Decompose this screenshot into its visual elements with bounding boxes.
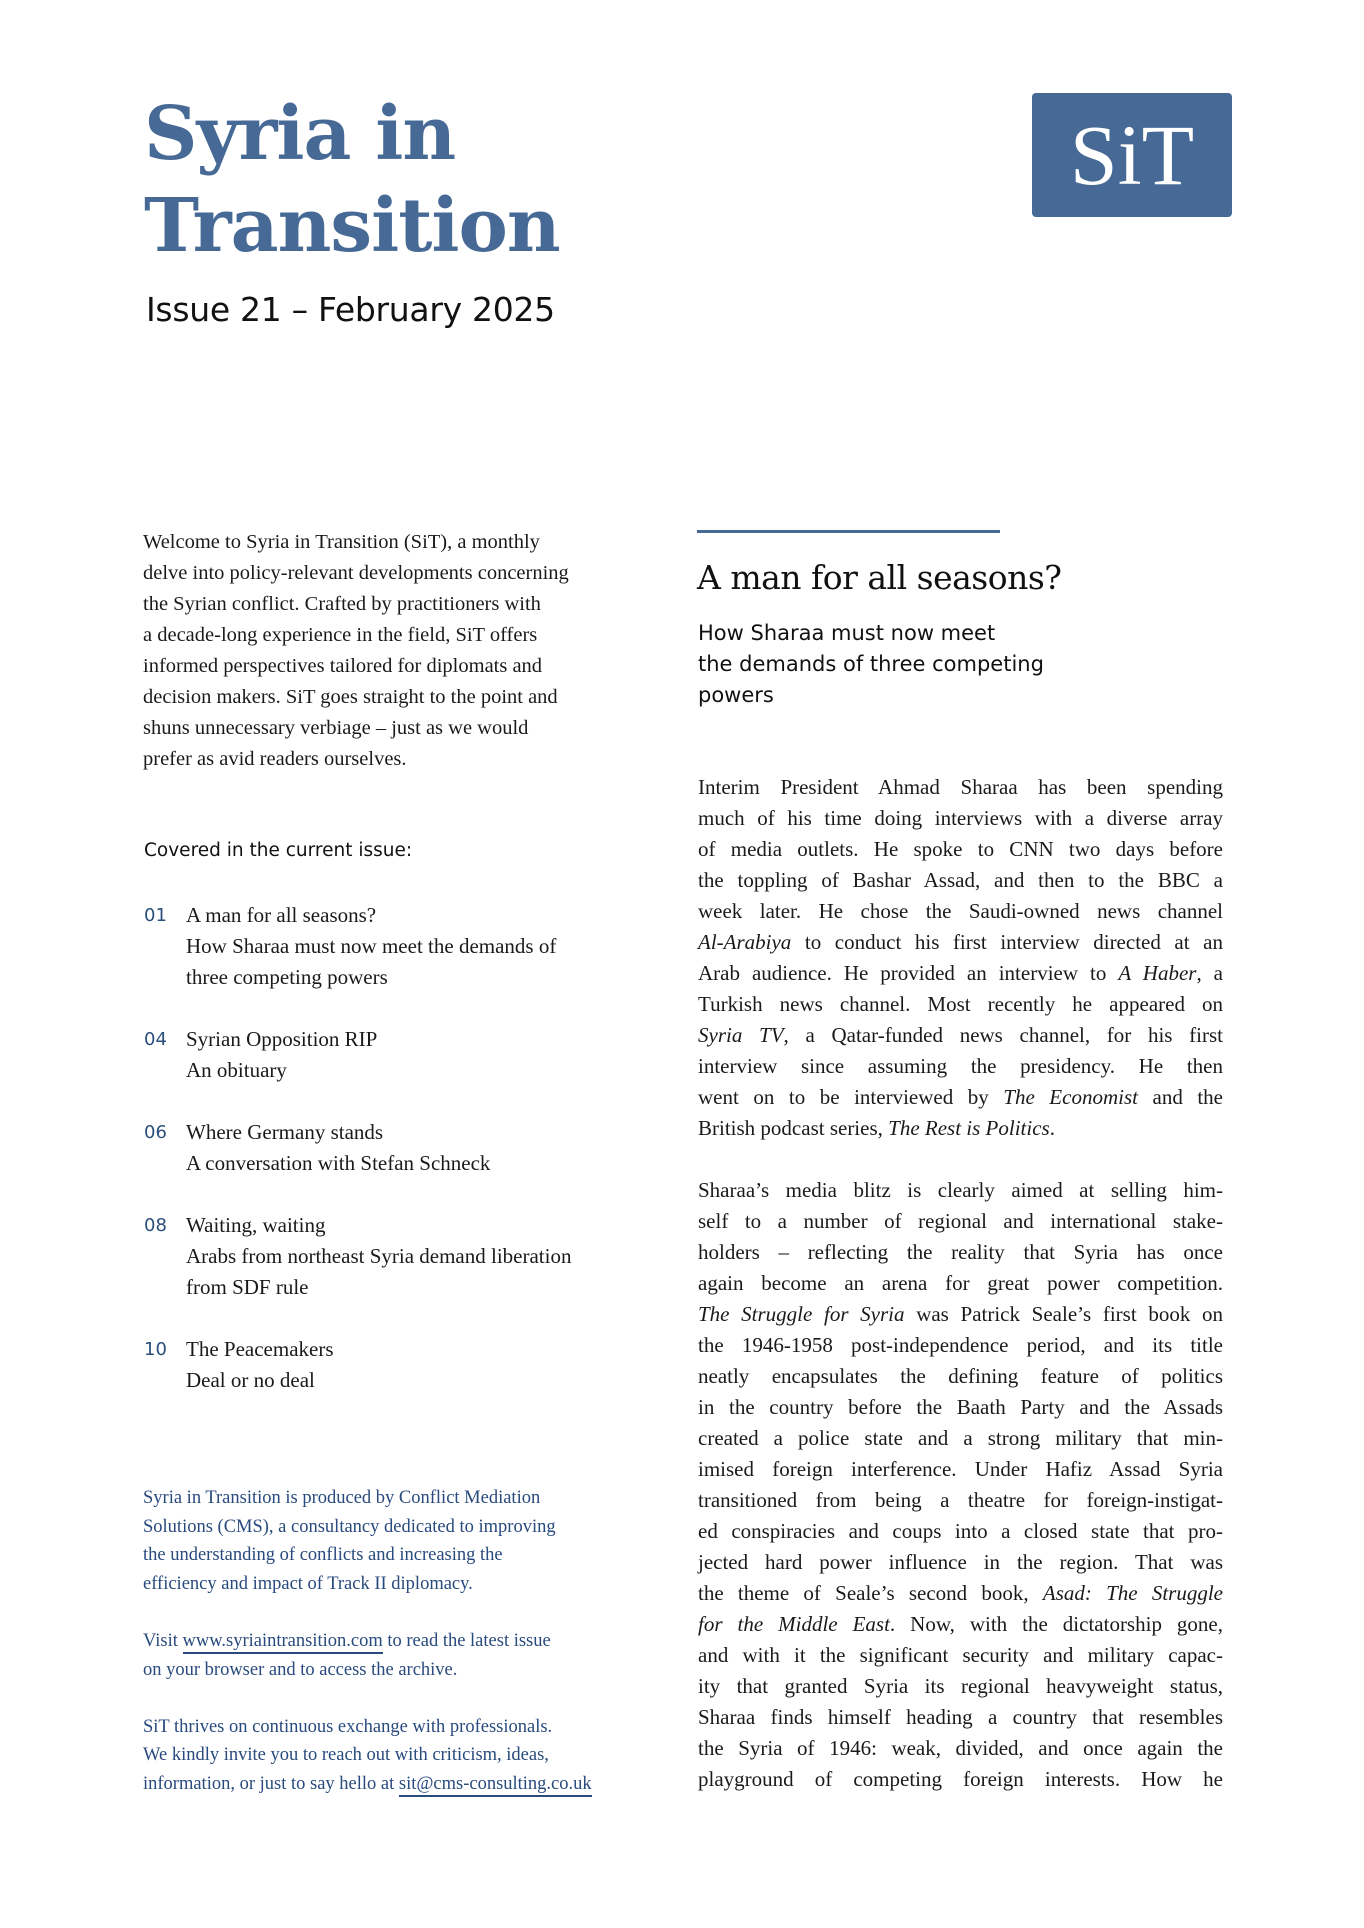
contact-paragraph [143, 1713, 703, 1799]
toc-title: A man for all seasons? [186, 903, 377, 927]
toc-subtitle [144, 1055, 684, 1086]
article-line: the Syria of 1946: weak, divided, and once again the [698, 1736, 1223, 1760]
article-line: again become an arena for great power competition. [698, 1271, 1223, 1295]
contents-label: Covered in the current issue: [144, 840, 413, 861]
intro-line: Welcome to Syria in Transition (SiT), a monthly [143, 531, 540, 553]
visit-prefix: Visit [143, 1630, 183, 1651]
visit-line-1 [143, 1627, 703, 1656]
article-line: Syria TV, a Qatar-funded news channel, for his first [698, 1023, 1223, 1047]
contact-prefix: information, or just to say hello at [143, 1773, 399, 1794]
article-line: and with it the significant security and military capac- [698, 1643, 1223, 1667]
toc-subtitle [144, 931, 684, 993]
article-line: the toppling of Bashar Assad, and then to the BBC a [698, 868, 1223, 892]
article-line: holders – reflecting the reality that Syria has once [698, 1240, 1223, 1264]
article-line: interview since assuming the presidency. He then [698, 1054, 1223, 1078]
email-link[interactable]: sit@cms-consulting.co.uk [399, 1774, 592, 1797]
article-line: self to a number of regional and international stake- [698, 1209, 1223, 1233]
article-line: The Struggle for Syria was Patrick Seale’s first book on [698, 1302, 1223, 1326]
article-line: Sharaa finds himself heading a country that resembles [698, 1705, 1223, 1729]
article-line: created a police state and a strong military that min- [698, 1426, 1223, 1450]
article-subtitle [698, 618, 1044, 711]
article-line: Arab audience. He provided an interview to A Haber, a [698, 961, 1223, 985]
article-line: imised foreign interference. Under Hafiz Assad Syria [698, 1457, 1223, 1481]
intro-paragraph [143, 527, 673, 775]
about-line: the understanding of conflicts and increasing the [143, 1545, 503, 1566]
toc-title: Syrian Opposition RIP [186, 1027, 378, 1051]
intro-line: decision makers. SiT goes straight to the point and [143, 686, 558, 708]
visit-paragraph [143, 1627, 703, 1684]
article-line: in the country before the Baath Party and the Assads [698, 1395, 1223, 1419]
intro-line: prefer as avid readers ourselves. [143, 748, 407, 770]
paragraph-spacer [698, 1144, 1223, 1175]
toc-item[interactable] [144, 900, 684, 993]
article-line: went on to be interviewed by The Economist and the [698, 1085, 1224, 1109]
article-line: the 1946-1958 post-independence period, and its title [698, 1333, 1223, 1357]
contact-line-3 [143, 1770, 703, 1799]
website-link[interactable]: www.syriaintransition.com [183, 1631, 383, 1654]
about-paragraph [143, 1484, 703, 1598]
toc-page-number: 08 [144, 1215, 167, 1236]
article-line: week later. He chose the Saudi-owned news channel [698, 899, 1223, 923]
toc-title: The Peacemakers [186, 1337, 334, 1361]
about-line: Syria in Transition is produced by Conflict Mediation [143, 1488, 541, 1508]
about-line: Solutions (CMS), a consultancy dedicated to improving [143, 1516, 556, 1537]
article-title: A man for all seasons? [697, 558, 1062, 597]
toc-subtitle [144, 1148, 684, 1179]
toc-page-number: 01 [144, 905, 167, 926]
toc-subtitle-line: Arabs from northeast Syria demand liberation [186, 1244, 572, 1268]
table-of-contents [144, 900, 684, 1427]
about-line: efficiency and impact of Track II diplomacy. [143, 1573, 473, 1594]
intro-line: the Syrian conflict. Crafted by practitioners with [143, 593, 541, 615]
toc-item[interactable] [144, 1334, 684, 1396]
intro-line: delve into policy-relevant developments concerning [143, 562, 569, 584]
toc-page-number: 10 [144, 1339, 167, 1360]
toc-subtitle-line: A conversation with Stefan Schneck [186, 1151, 491, 1175]
publication-title-line-1: Syria in [144, 91, 456, 177]
article-line: transitioned from being a theatre for foreign-instigat- [698, 1488, 1223, 1512]
toc-item[interactable] [144, 1210, 684, 1303]
contact-line-2: We kindly invite you to reach out with criticism, ideas, [143, 1745, 549, 1766]
article-paragraph [698, 772, 1223, 1144]
article-line: playground of competing foreign interests. How he [698, 1767, 1223, 1791]
toc-subtitle-line: How Sharaa must now meet the demands of [186, 934, 557, 958]
issue-date: Issue 21 – February 2025 [146, 290, 555, 329]
intro-line: shuns unnecessary verbiage – just as we would [143, 717, 529, 739]
article-line: ed conspiracies and coups into a closed state that pro- [698, 1519, 1223, 1543]
article-paragraph [698, 1175, 1223, 1795]
intro-line: informed perspectives tailored for diplomats and [143, 655, 543, 677]
visit-line-2: on your browser and to access the archive. [143, 1659, 458, 1680]
visit-suffix: to read the latest issue [382, 1630, 551, 1651]
article-subtitle-line: How Sharaa must now meet [698, 621, 996, 645]
toc-subtitle [144, 1365, 684, 1396]
publication-title [144, 88, 560, 272]
article-line: jected hard power influence in the region. That was [698, 1550, 1223, 1574]
toc-subtitle-line: three competing powers [186, 965, 388, 989]
article-line: Al-Arabiya to conduct his first interview directed at an [698, 930, 1223, 954]
article-line: for the Middle East. Now, with the dictatorship gone, [698, 1612, 1223, 1636]
article-line: Turkish news channel. Most recently he appeared on [698, 992, 1223, 1016]
toc-subtitle [144, 1241, 684, 1303]
article-subtitle-line: the demands of three competing [698, 652, 1044, 676]
article-line: Sharaa’s media blitz is clearly aimed at selling him- [698, 1178, 1223, 1202]
article-line: ity that granted Syria its regional heavyweight status, [698, 1674, 1223, 1698]
sit-logo-text: SiT [1069, 107, 1195, 203]
article-line: of media outlets. He spoke to CNN two days before [698, 837, 1223, 861]
publication-title-line-2: Transition [144, 183, 560, 269]
toc-subtitle-line: Deal or no deal [186, 1368, 315, 1392]
toc-title: Waiting, waiting [186, 1213, 326, 1237]
article-line: British podcast series, The Rest is Politics. [698, 1116, 1055, 1140]
about-section [143, 1484, 703, 1827]
article-divider [697, 530, 1000, 533]
toc-page-number: 04 [144, 1029, 167, 1050]
article-line: neatly encapsulates the defining feature of politics [698, 1364, 1223, 1388]
toc-subtitle-line: An obituary [186, 1058, 287, 1082]
article-subtitle-line: powers [698, 683, 774, 707]
toc-item[interactable] [144, 1117, 684, 1179]
article-body [698, 772, 1223, 1795]
article-line: the theme of Seale’s second book, Asad: The Struggle [698, 1581, 1224, 1605]
article-line: Interim President Ahmad Sharaa has been spending [698, 775, 1223, 799]
toc-title: Where Germany stands [186, 1120, 384, 1144]
toc-page-number: 06 [144, 1122, 167, 1143]
intro-line: a decade-long experience in the field, SiT offers [143, 624, 538, 646]
toc-subtitle-line: from SDF rule [186, 1275, 309, 1299]
toc-item[interactable] [144, 1024, 684, 1086]
sit-logo [1032, 93, 1232, 217]
article-line: much of his time doing interviews with a diverse array [698, 806, 1223, 830]
contact-line-1: SiT thrives on continuous exchange with professionals. [143, 1716, 553, 1737]
